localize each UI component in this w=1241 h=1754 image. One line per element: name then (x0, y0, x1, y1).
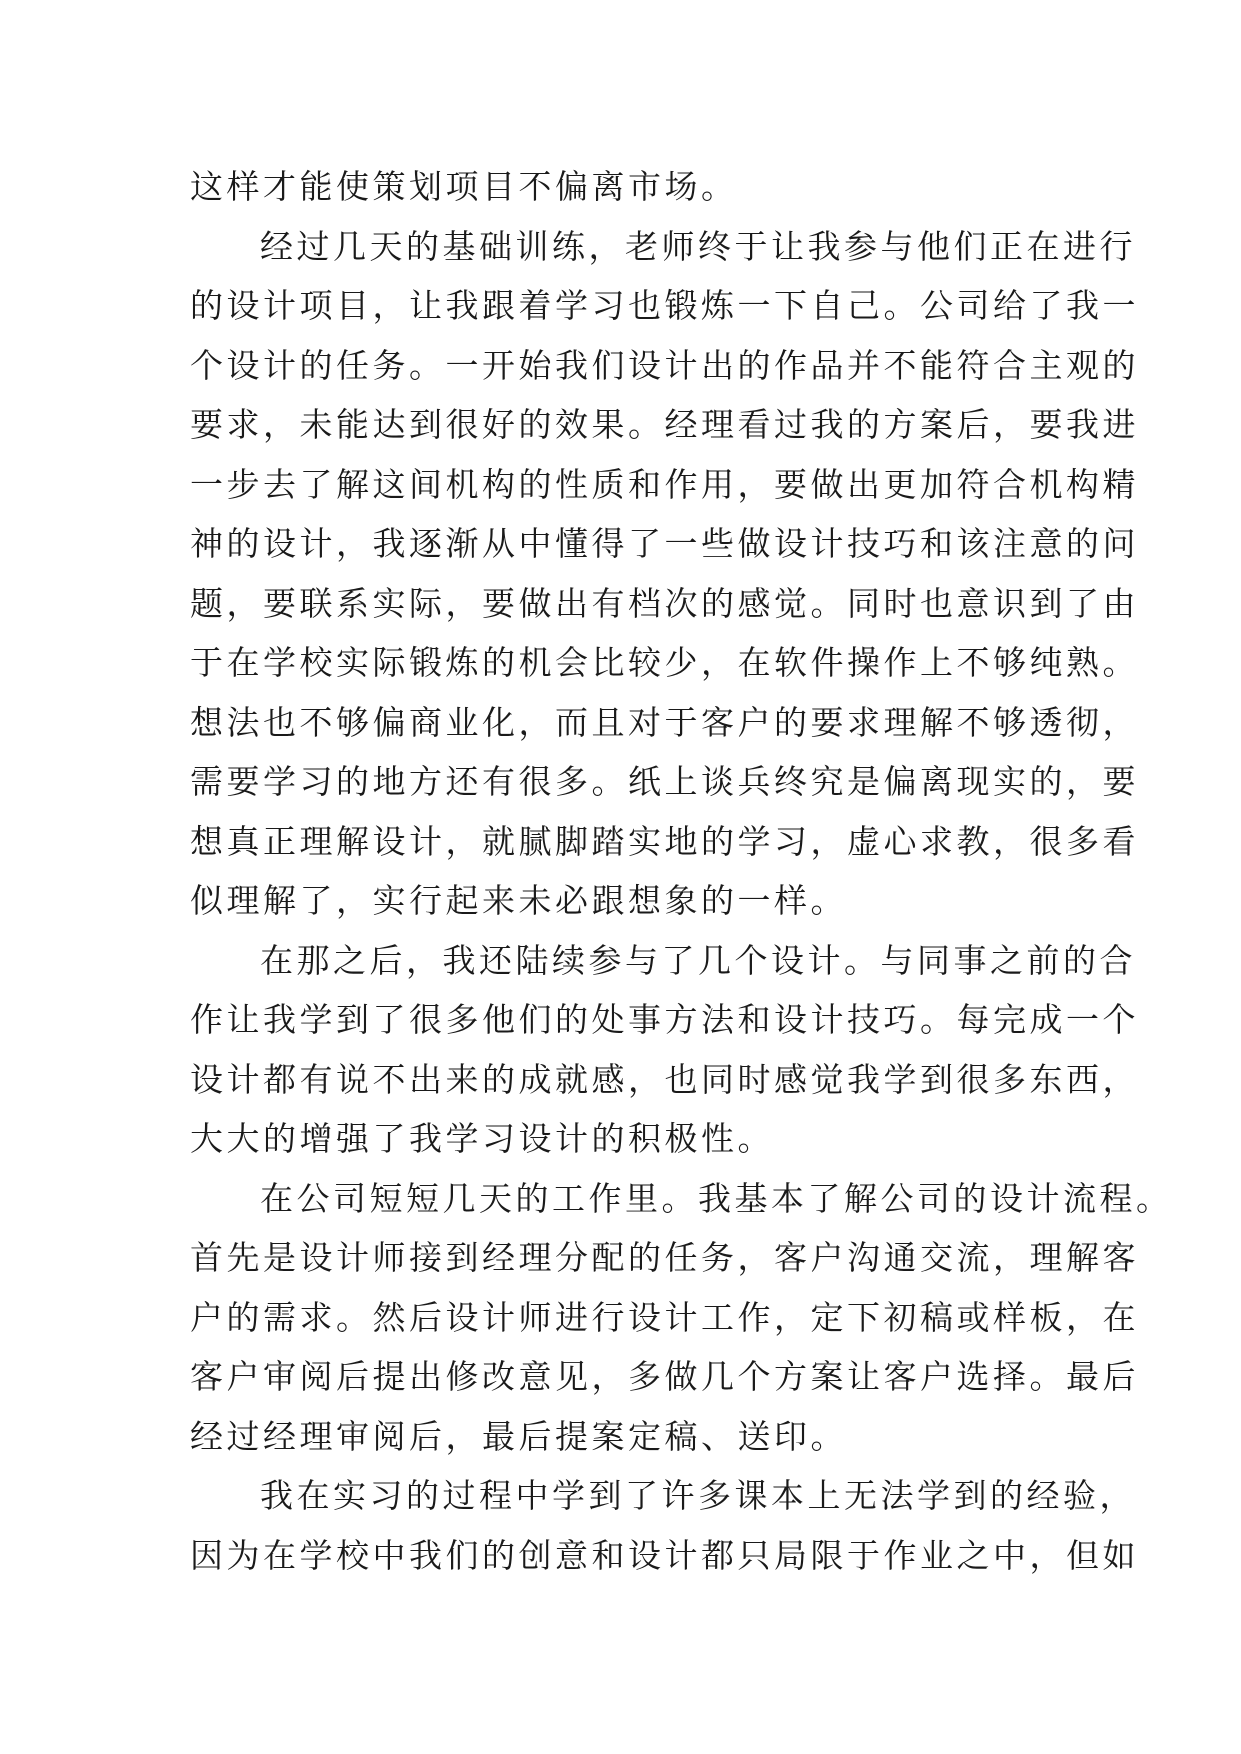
text-line: 客户审阅后提出修改意见，多做几个方案让客户选择。最后 (190, 1357, 1139, 1396)
text-line: 我在实习的过程中学到了许多课本上无法学到的经验， (260, 1476, 1136, 1515)
text-line: 要求，未能达到很好的效果。经理看过我的方案后，要我进 (190, 405, 1139, 444)
text-line: 在那之后，我还陆续参与了几个设计。与同事之前的合 (260, 940, 1136, 980)
text-line: 需要学习的地方还有很多。纸上谈兵终究是偏离现实的，要 (190, 762, 1139, 801)
text-line: 经过经理审阅后，最后提案定稿、送印。 (190, 1416, 847, 1456)
text-line: 个设计的任务。一开始我们设计出的作品并不能符合主观的 (190, 345, 1139, 385)
text-line: 在公司短短几天的工作里。我基本了解公司的设计流程。 (260, 1178, 1173, 1218)
text-line: 一步去了解这间机构的性质和作用，要做出更加符合机构精 (190, 464, 1139, 504)
text-line: 于在学校实际锻炼的机会比较少，在软件操作上不够纯熟。 (190, 643, 1139, 682)
text-line: 想真正理解设计，就腻脚踏实地的学习，虚心求教，很多看 (190, 821, 1139, 861)
text-line: 首先是设计师接到经理分配的任务，客户沟通交流，理解客 (190, 1238, 1139, 1277)
text-line: 的设计项目，让我跟着学习也锻炼一下自己。公司给了我一 (190, 286, 1139, 325)
text-line: 神的设计，我逐渐从中懂得了一些做设计技巧和该注意的问 (190, 524, 1139, 563)
body-text (190, 157, 1173, 1585)
text-line: 因为在学校中我们的创意和设计都只局限于作业之中，但如 (190, 1535, 1139, 1575)
text-line: 似理解了，实行起来未必跟想象的一样。 (190, 881, 847, 920)
text-line: 户的需求。然后设计师进行设计工作，定下初稿或样板，在 (190, 1297, 1139, 1337)
text-line: 设计都有说不出来的成就感，也同时感觉我学到很多东西， (190, 1059, 1139, 1099)
text-line: 作让我学到了很多他们的处事方法和设计技巧。每完成一个 (190, 1000, 1139, 1039)
text-line: 大大的增强了我学习设计的积极性。 (190, 1119, 774, 1158)
text-line: 题，要联系实际，要做出有档次的感觉。同时也意识到了由 (190, 583, 1139, 623)
text-line: 想法也不够偏商业化，而且对于客户的要求理解不够透彻， (190, 702, 1139, 742)
text-line: 这样才能使策划项目不偏离市场。 (190, 167, 738, 206)
text-line: 经过几天的基础训练，老师终于让我参与他们正在进行 (260, 226, 1136, 266)
